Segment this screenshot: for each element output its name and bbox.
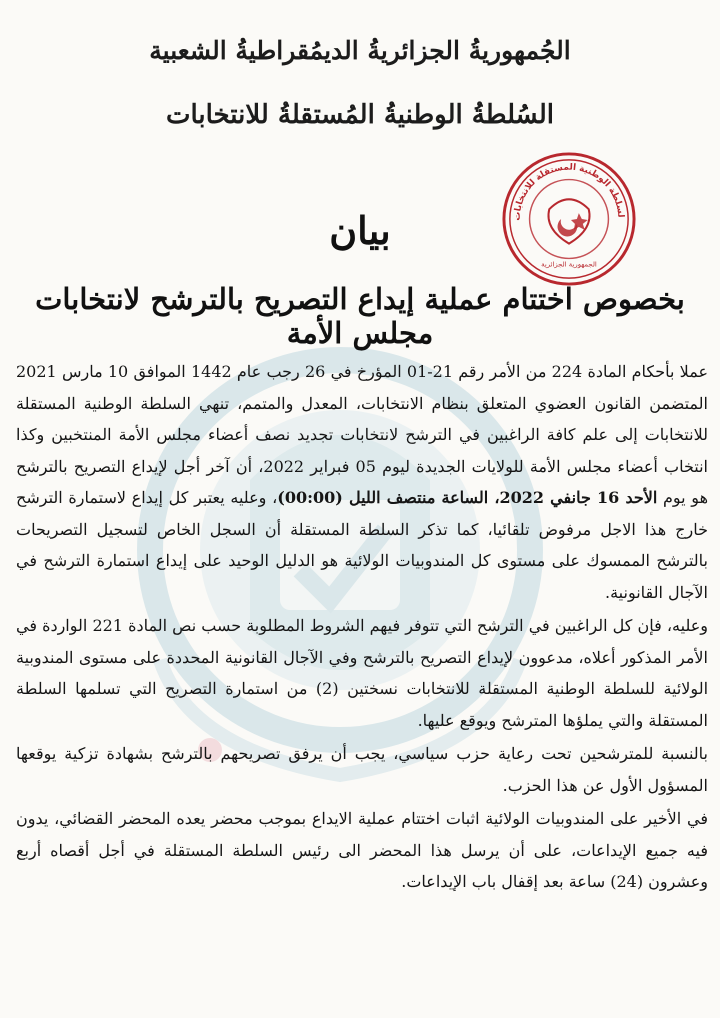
paragraph-1-part-b: ، وعليه يعتبر كل إيداع لاستمارة الترشح خارج هذا الاجل مرفوض تلقائيا، كما تذكر السلطة المستقلة أن السجل الخاص لتسجيل التصريحات بالترشح الممسوك على مستوى كل المندوبيات الولائية هو الدليل الوحيد على إيداع استمارة الترشح في الآجال القانونية.: [16, 488, 709, 602]
paragraph-2: وعليه، فإن كل الراغبين في الترشح التي تتوفر فيهم الشروط المطلوبة حسب نص المادة 221 الواردة في الأمر المذكور أعلاه، مدعوون لإيداع التصريح بالترشح وفي الآجال القانونية المحددة على مستوى المندوبية الولائية للسلطة الوطنية المستقلة للانتخابات نسختين (2) من استمارة التصريح التي تسلمها السلطة المستقلة والتي يملؤها المترشح ويوقع عليها.: [16, 616, 709, 730]
document-title: بيان: [329, 208, 391, 253]
header-authority-name: السُلطةُ الوطنيةُ المُستقلةُ للانتخابات: [165, 100, 555, 130]
paragraph-3: بالنسبة للمترشحين تحت رعاية حزب سياسي، يجب أن يرفق تصريحهم بالترشح بشهادة تزكية يوقعها المسؤول الأول عن هذا الحزب.: [16, 744, 708, 795]
paragraph-1: [16, 356, 708, 608]
header-republic-name: الجُمهوريةُ الجزائريةُ الديمُقراطيةُ الشعبية: [149, 36, 571, 65]
statement-body: [16, 356, 708, 898]
paragraph-1-part-a: عملا بأحكام المادة 224 من الأمر رقم 21-01 المؤرخ في 26 رجب عام 1442 الموافق 10 مارس 2021 المتضمن القانون العضوي المتعلق بنظام الانتخابات، المعدل والمتمم، تنهي السلطة الوطنية المستقلة للانتخابات إلى علم كافة الراغبين في الترشح لانتخابات تجديد نصف أعضاء مجلس الأمة المنتخبين وكذا انتخاب أعضاء مجلس الأمة للولايات الجديدة ليوم 05 فبراير 2022، أن آخر أجل لإيداع التصريح بالترشح هو يوم: [16, 362, 709, 507]
seal-outer-text: لسلطة الوطنية المستقلة للانتخابات: [512, 162, 626, 221]
seal-inner-text: الجمهورية الجزائرية: [541, 260, 597, 269]
paragraph-4: في الأخير على المندوبيات الولائية اثبات اختتام عملية الايداع بموجب محضر يعده المحضر القضائي، يدون فيه جميع الإيداعات، على أن يرسل هذا المحضر الى رئيس السلطة المستقلة في أجل أقصاه أربع وعشرون (24) ساعة بعد إقفال باب الإيداعات.: [16, 809, 708, 891]
document-subtitle: بخصوص اختتام عملية إيداع التصريح بالترشح لانتخابات مجلس الأمة: [35, 282, 685, 350]
deadline-date: الأحد 16 جانفي 2022، الساعة منتصف الليل (00:00): [277, 488, 658, 507]
